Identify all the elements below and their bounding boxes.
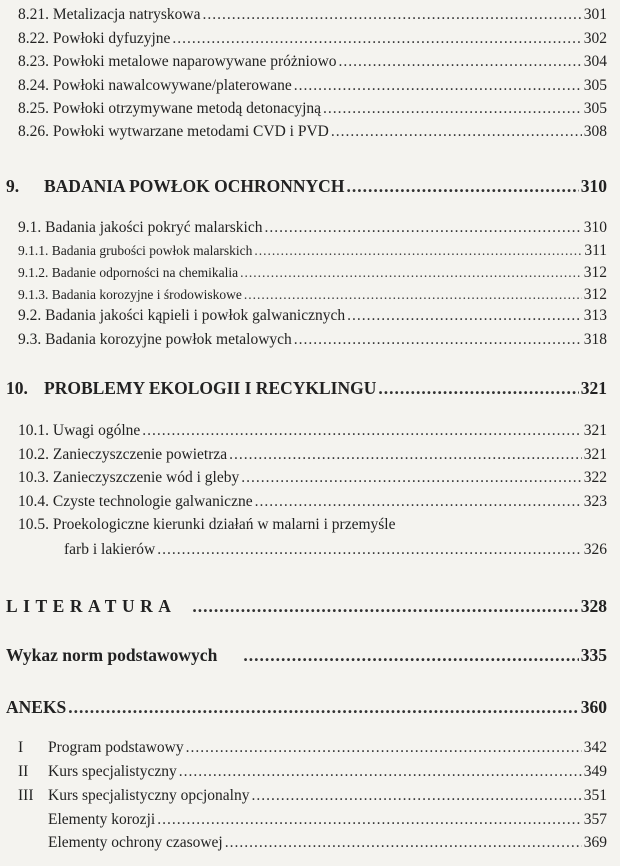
dot-leader xyxy=(378,378,578,399)
entry-page: 310 xyxy=(583,219,607,236)
dot-leader xyxy=(68,697,578,718)
dot-leader xyxy=(179,763,582,781)
entry-title: 8.25. Powłoki otrzymywane metodą detonacyjną xyxy=(18,100,322,117)
entry-title: 10.3. Zanieczyszczenie wód i gleby xyxy=(18,469,240,486)
dot-leader xyxy=(254,243,582,259)
chapter-page: 321 xyxy=(580,378,607,398)
entry-page: 312 xyxy=(583,264,607,281)
chapter-page: 310 xyxy=(580,176,607,196)
entry-title: 8.26. Powłoki wytwarzane metodami CVD i PVD xyxy=(18,123,329,140)
aneks-item-4 xyxy=(18,811,607,829)
entry-title: 10.1. Uwagi ogólne xyxy=(18,422,141,439)
aneks-page: 360 xyxy=(580,697,607,717)
dot-leader xyxy=(229,446,582,464)
dot-leader xyxy=(192,596,578,617)
toc-entry-8-26 xyxy=(18,123,607,141)
aneks-item-5 xyxy=(18,834,607,852)
toc-entry-9-1-1 xyxy=(18,242,607,260)
chapter-number: 10. xyxy=(6,378,28,398)
entry-page: 312 xyxy=(583,286,607,303)
literatura-title: LITERATURA xyxy=(6,596,177,616)
chapter-10-heading xyxy=(6,378,607,399)
entry-title: Program podstawowy xyxy=(48,739,184,756)
dot-leader xyxy=(186,739,582,757)
entry-title: 9.3. Badania korozyjne powłok metalowych xyxy=(18,331,292,348)
chapter-number: 9. xyxy=(6,176,20,196)
entry-page: 321 xyxy=(583,446,607,463)
entry-page: 321 xyxy=(583,422,607,439)
entry-page: 318 xyxy=(583,331,607,348)
toc-entry-9-1 xyxy=(18,219,607,237)
normy-page: 335 xyxy=(580,645,607,665)
aneks-title: ANEKS xyxy=(6,697,67,717)
entry-title: 8.22. Powłoki dyfuzyjne xyxy=(18,30,171,47)
dot-leader xyxy=(255,493,582,511)
entry-title: 9.1.1. Badania grubości powłok malarskich xyxy=(18,243,253,258)
toc-entry-10-1 xyxy=(18,422,607,440)
dot-leader xyxy=(346,176,578,197)
dot-leader xyxy=(244,287,582,303)
toc-entry-8-23 xyxy=(18,53,607,71)
normy-title: Wykaz norm podstawowych xyxy=(6,645,218,665)
dot-leader xyxy=(251,787,581,805)
entry-title: 8.23. Powłoki metalowe naparowywane próżniowo xyxy=(18,53,337,70)
toc-entry-10-5-line1: 10.5. Proekologiczne kierunki działań w malarni i przemyśle xyxy=(18,516,396,533)
dot-leader xyxy=(157,811,582,829)
toc-entry-10-5 xyxy=(64,541,607,559)
entry-page: 351 xyxy=(583,787,607,804)
entry-title: Elementy korozji xyxy=(48,811,156,828)
entry-page: 357 xyxy=(583,811,607,828)
toc-entry-10-4 xyxy=(18,493,607,511)
roman-numeral: I xyxy=(18,739,24,756)
toc-entry-9-2 xyxy=(18,307,607,325)
entry-title: Kurs specjalistyczny xyxy=(48,763,177,780)
entry-page: 305 xyxy=(583,100,607,117)
entry-page: 302 xyxy=(583,30,607,47)
entry-title: farb i lakierów xyxy=(64,541,156,558)
dot-leader xyxy=(294,77,582,95)
entry-page: 323 xyxy=(583,493,607,510)
toc-entry-9-1-3 xyxy=(18,286,607,304)
entry-page: 322 xyxy=(583,469,607,486)
toc-entry-9-1-2 xyxy=(18,264,607,282)
entry-title: Elementy ochrony czasowej xyxy=(48,834,223,851)
dot-leader xyxy=(323,100,582,118)
normy-heading xyxy=(6,645,607,666)
aneks-heading xyxy=(6,697,607,718)
entry-title: 9.1. Badania jakości pokryć malarskich xyxy=(18,219,263,236)
chapter-9-heading xyxy=(6,176,607,197)
dot-leader xyxy=(203,6,582,24)
roman-numeral: II xyxy=(18,763,29,780)
toc-entry-10-2 xyxy=(18,446,607,464)
toc-entry-8-24 xyxy=(18,77,607,95)
literatura-heading xyxy=(6,596,607,617)
entry-title: Kurs specjalistyczny opcjonalny xyxy=(48,787,250,804)
entry-title: 9.2. Badania jakości kąpieli i powłok galwanicznych xyxy=(18,307,346,324)
entry-page: 349 xyxy=(583,763,607,780)
dot-leader xyxy=(225,834,582,852)
chapter-title: BADANIA POWŁOK OCHRONNYCH xyxy=(44,176,345,196)
dot-leader xyxy=(264,219,581,237)
toc-entry-8-21 xyxy=(18,6,607,24)
toc-entry-8-25 xyxy=(18,100,607,118)
dot-leader xyxy=(157,541,582,559)
dot-leader xyxy=(243,645,578,666)
entry-page: 342 xyxy=(583,739,607,756)
entry-title: 9.1.2. Badanie odporności na chemikalia xyxy=(18,265,239,280)
aneks-item-1 xyxy=(18,739,607,757)
dot-leader xyxy=(240,265,582,281)
entry-title: 8.24. Powłoki nawalcowywane/platerowane xyxy=(18,77,292,94)
entry-title: 9.1.3. Badania korozyjne i środowiskowe xyxy=(18,287,242,302)
entry-page: 313 xyxy=(583,307,607,324)
literatura-page: 328 xyxy=(580,596,607,616)
dot-leader xyxy=(347,307,582,325)
entry-page: 305 xyxy=(583,77,607,94)
entry-page: 326 xyxy=(583,541,607,558)
entry-page: 304 xyxy=(583,53,607,70)
entry-title: 10.4. Czyste technologie galwaniczne xyxy=(18,493,253,510)
dot-leader xyxy=(142,422,581,440)
toc-entry-9-3 xyxy=(18,331,607,349)
aneks-item-3 xyxy=(18,787,607,805)
aneks-item-2 xyxy=(18,763,607,781)
entry-title: 10.2. Zanieczyszczenie powietrza xyxy=(18,446,228,463)
dot-leader xyxy=(294,331,582,349)
dot-leader xyxy=(241,469,582,487)
dot-leader xyxy=(331,123,582,141)
toc-entry-10-3 xyxy=(18,469,607,487)
chapter-title: PROBLEMY EKOLOGII I RECYKLINGU xyxy=(44,378,377,398)
entry-title: 8.21. Metalizacja natryskowa xyxy=(18,6,201,23)
entry-page: 369 xyxy=(583,834,607,851)
toc-entry-8-22 xyxy=(18,30,607,48)
roman-numeral: III xyxy=(18,787,34,804)
dot-leader xyxy=(339,53,582,71)
entry-page: 301 xyxy=(583,6,607,23)
entry-page: 311 xyxy=(584,242,607,259)
entry-page: 308 xyxy=(583,123,607,140)
dot-leader xyxy=(172,30,581,48)
